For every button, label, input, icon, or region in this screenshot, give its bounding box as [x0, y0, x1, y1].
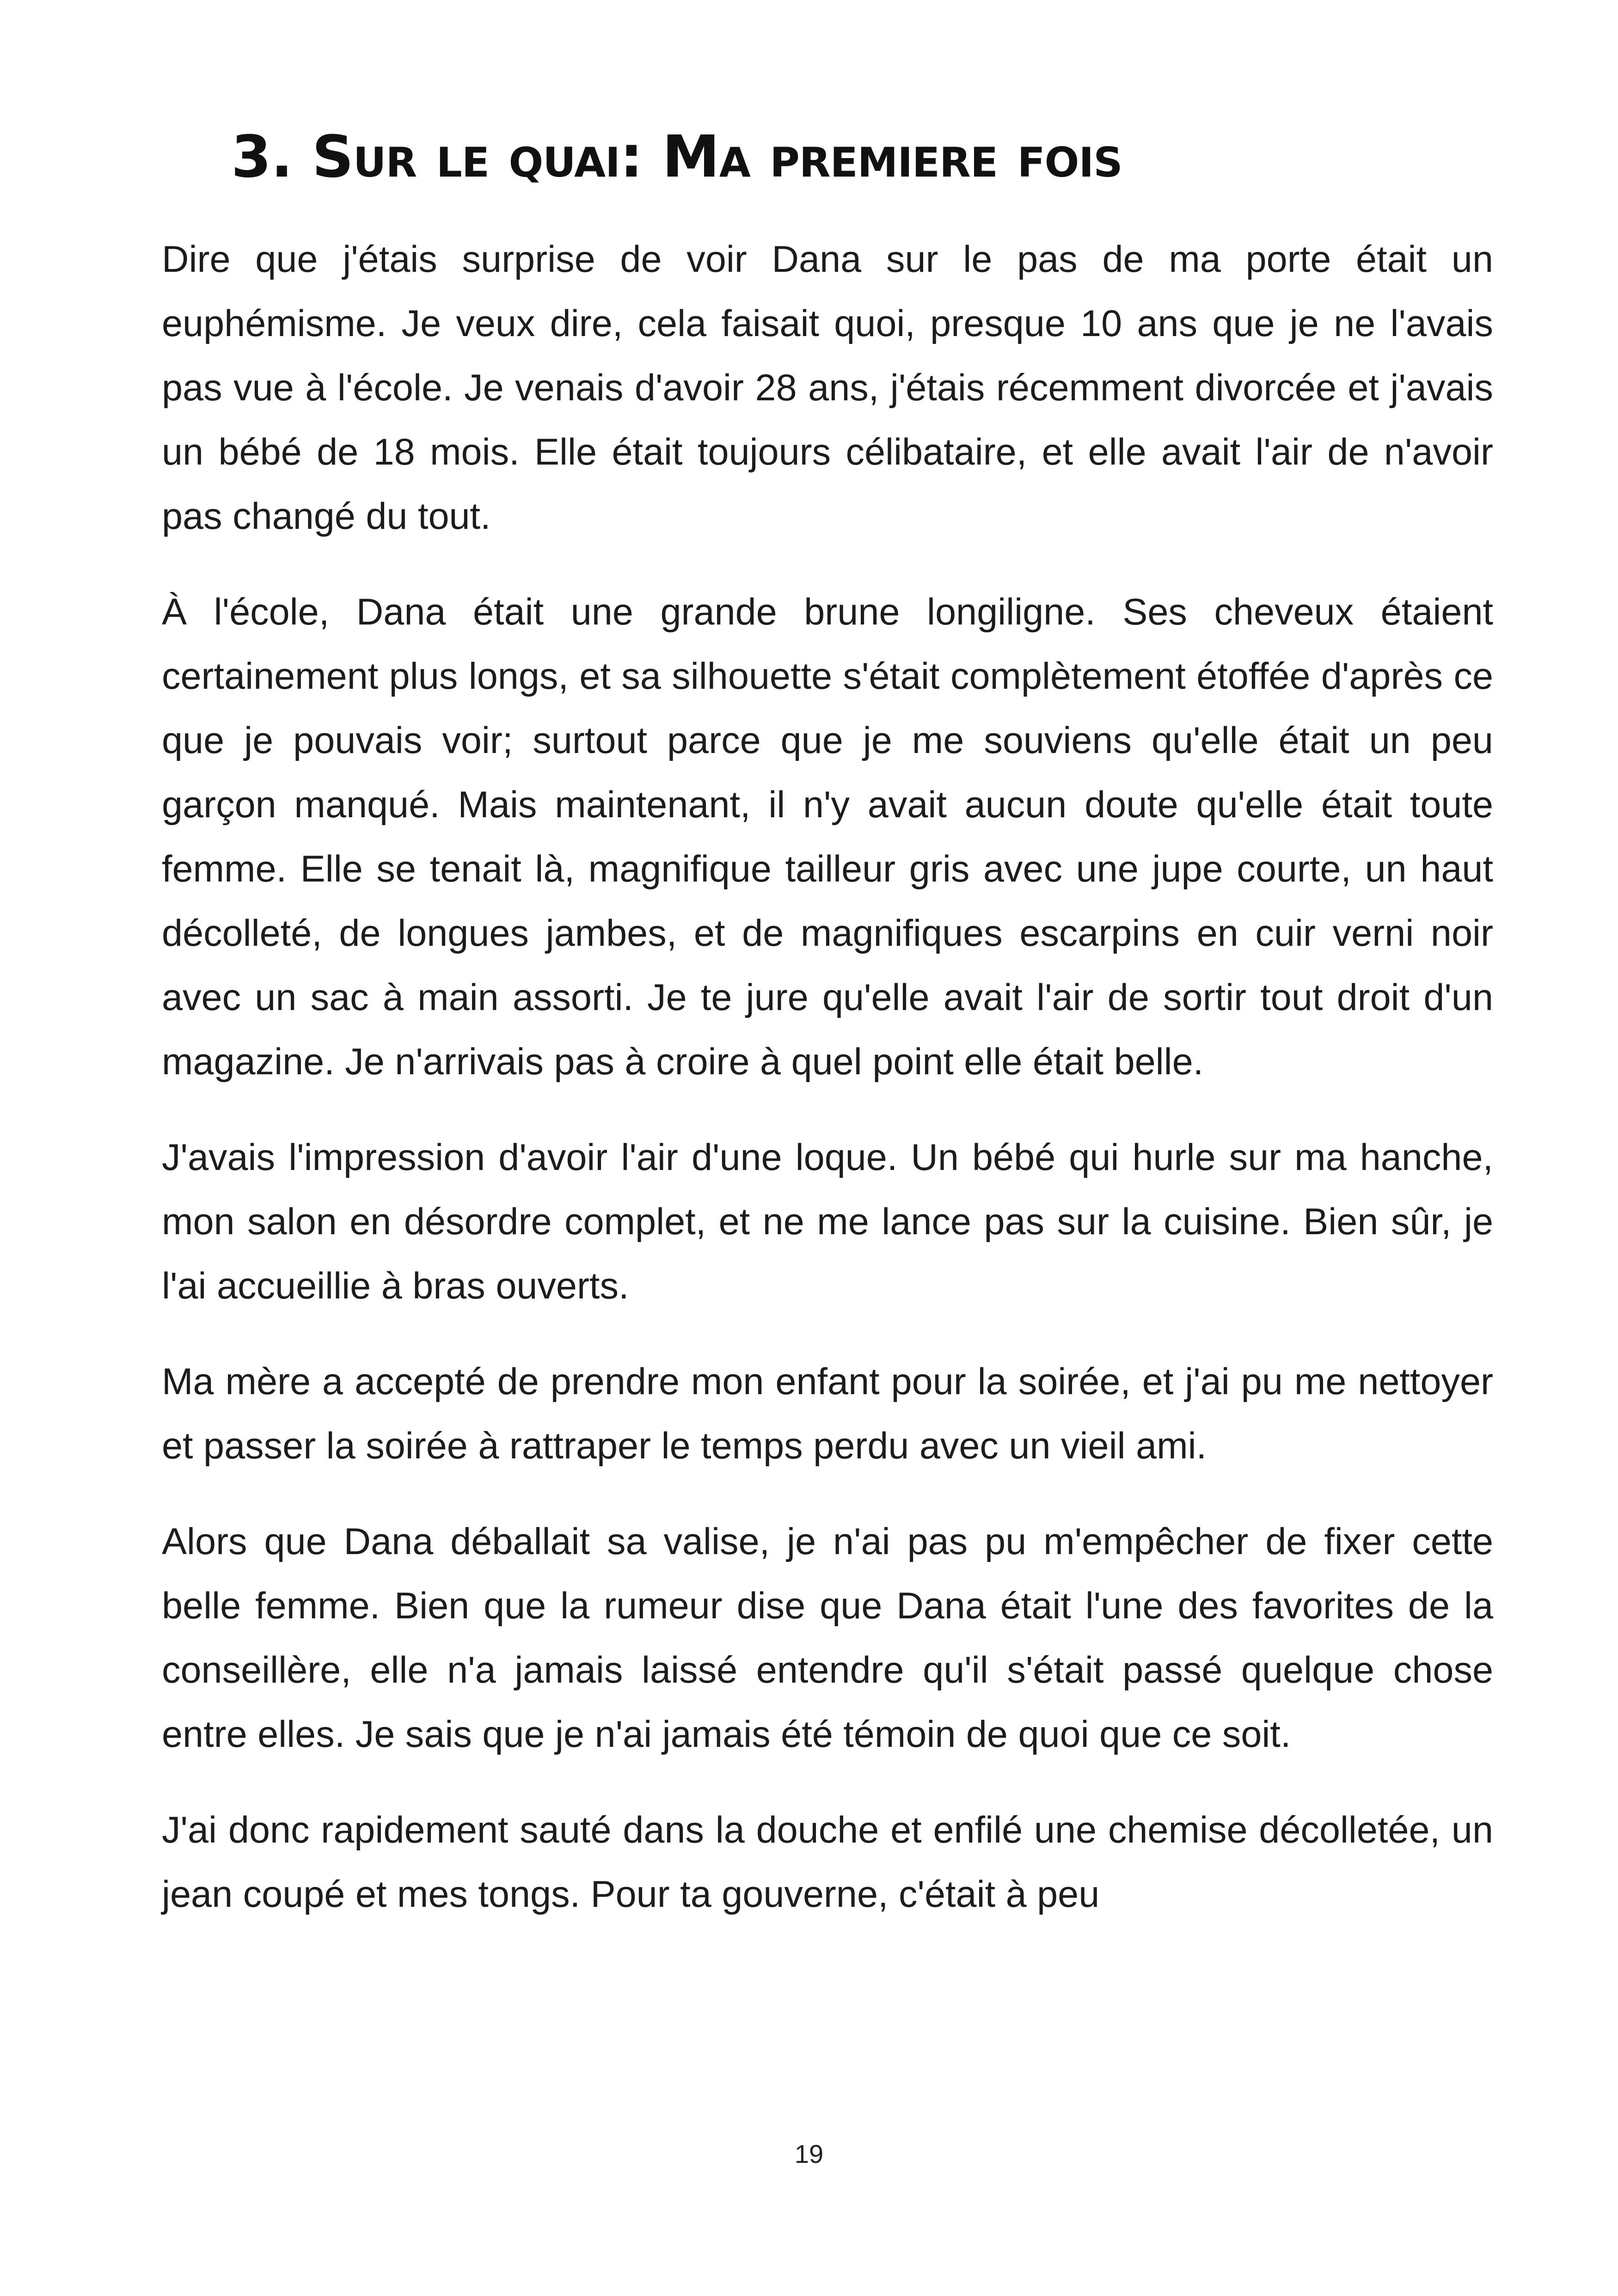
- chapter-title: 3. Sur le quai: Ma premiere fois: [231, 123, 1122, 190]
- paragraph: Dire que j'étais surprise de voir Dana sur le pas de ma porte était un euphémisme. Je veux dire, cela faisait quoi, presque 10 ans que je ne l'avais pas vue à l'école. Je venais d'avoir 28 ans, j'étais récemment divorcée et j'avais un bébé de 18 mois. Elle était toujours célibataire, et elle avait l'air de n'avoir pas changé du tout.: [162, 239, 1493, 537]
- paragraph: Alors que Dana déballait sa valise, je n'ai pas pu m'empêcher de fixer cette belle femme. Bien que la rumeur dise que Dana était l'une des favorites de la conseillère, elle n'a jamais laissé entendre qu'il s'était passé quelque chose entre elles. Je sais que je n'ai jamais été témoin de quoi que ce soit.: [162, 1521, 1493, 1755]
- paragraph: J'ai donc rapidement sauté dans la douche et enfilé une chemise décolletée, un jean coupé et mes tongs. Pour ta gouverne, c'était à peu: [162, 1809, 1493, 1915]
- paragraph: À l'école, Dana était une grande brune longiligne. Ses cheveux étaient certainement plus longs, et sa silhouette s'était complètement étoffée d'après ce que je pouvais voir; surtout parce que je me souviens qu'elle était un peu garçon manqué. Mais maintenant, il n'y avait aucun doute qu'elle était toute femme. Elle se tenait là, magnifique tailleur gris avec une jupe courte, un haut décolleté, de longues jambes, et de magnifiques escarpins en cuir verni noir avec un sac à main assorti. Je te jure qu'elle avait l'air de sortir tout droit d'un magazine. Je n'arrivais pas à croire à quel point elle était belle.: [162, 591, 1493, 1083]
- body-text: [162, 227, 1493, 1958]
- paragraph: J'avais l'impression d'avoir l'air d'une loque. Un bébé qui hurle sur ma hanche, mon salon en désordre complet, et ne me lance pas sur la cuisine. Bien sûr, je l'ai accueillie à bras ouverts.: [162, 1137, 1493, 1307]
- page-number: 19: [794, 2139, 824, 2168]
- paragraph: Ma mère a accepté de prendre mon enfant pour la soirée, et j'ai pu me nettoyer et passer la soirée à rattraper le temps perdu avec un vieil ami.: [162, 1361, 1493, 1467]
